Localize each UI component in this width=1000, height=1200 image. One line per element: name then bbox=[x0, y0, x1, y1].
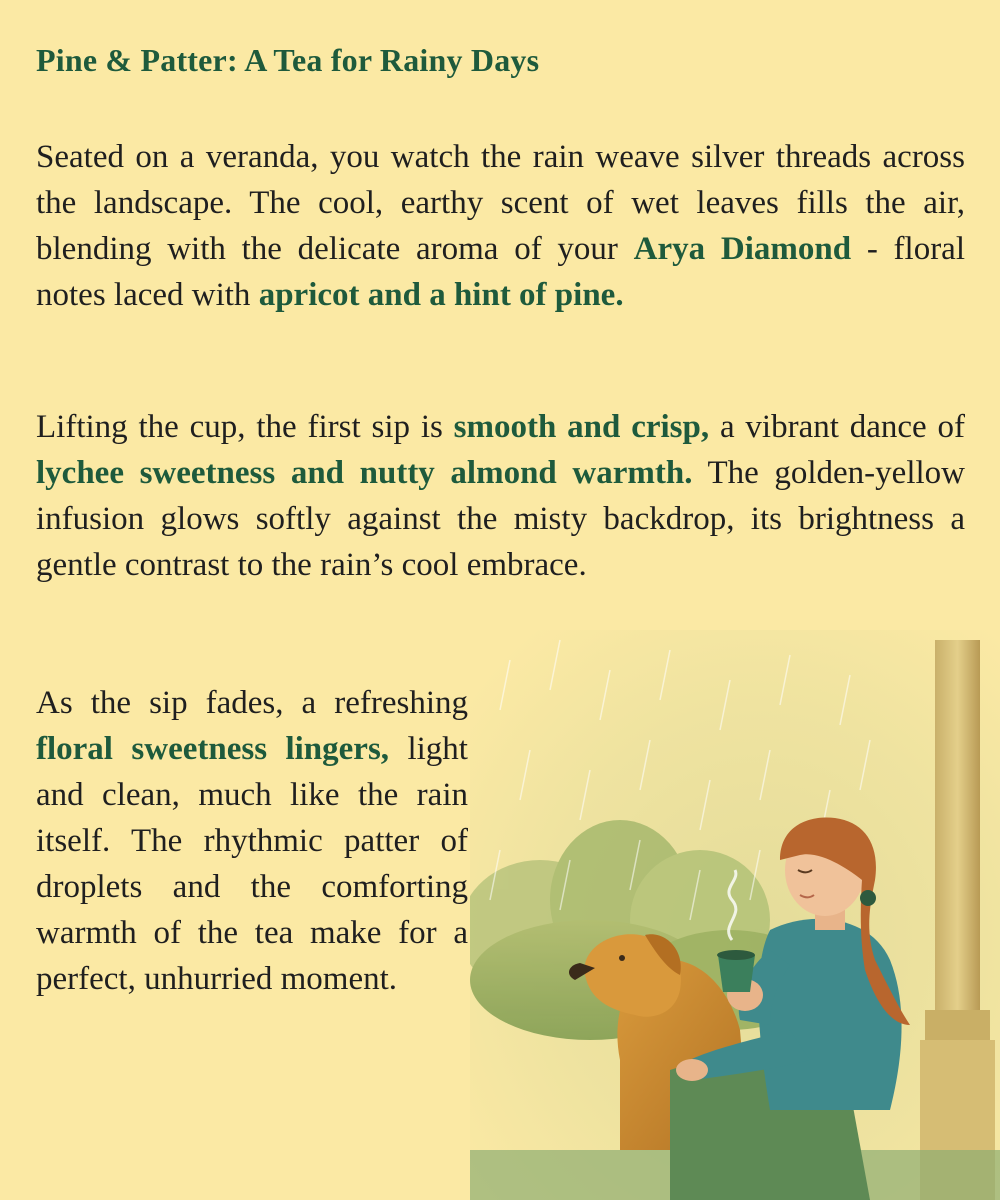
paragraph-text: Lifting the cup, the first sip is bbox=[36, 409, 454, 445]
paragraph-text: Seated on a veranda, you watch the rain weave silver threads across the landscape. The cool, earthy scent of wet leaves fills the air, blending with the delicate aroma of your bbox=[36, 139, 965, 267]
aroma-highlight: apricot and a hint of pine. bbox=[258, 277, 624, 313]
paragraph-text: - floral notes laced with bbox=[36, 231, 966, 313]
tea-name-highlight: Arya Diamond bbox=[633, 231, 852, 267]
paragraph-veranda bbox=[36, 134, 965, 318]
texture-highlight: smooth and crisp, bbox=[453, 409, 710, 445]
finish-highlight: floral sweetness lingers, bbox=[36, 731, 390, 767]
paragraph-finish bbox=[36, 680, 468, 1002]
paragraph-text: light and clean, much like the rain itself. The rhythmic patter of droplets and the comforting warmth of the tea make for a perfect, unhurried moment. bbox=[36, 731, 468, 997]
page-title: Pine & Patter: A Tea for Rainy Days bbox=[36, 42, 540, 78]
woman-with-dog-drinking-tea-illustration bbox=[470, 630, 1000, 1200]
flavor-highlight: lychee sweetness and nutty almond warmth. bbox=[36, 455, 693, 491]
paragraph-first-sip bbox=[36, 404, 965, 588]
paragraph-text: As the sip fades, a refreshing bbox=[36, 685, 468, 721]
paragraph-text: a vibrant dance of bbox=[709, 409, 965, 445]
paragraph-text: The golden-yellow infusion glows softly against the misty backdrop, its brightness a gentle contrast to the rain’s cool embrace. bbox=[36, 455, 965, 583]
